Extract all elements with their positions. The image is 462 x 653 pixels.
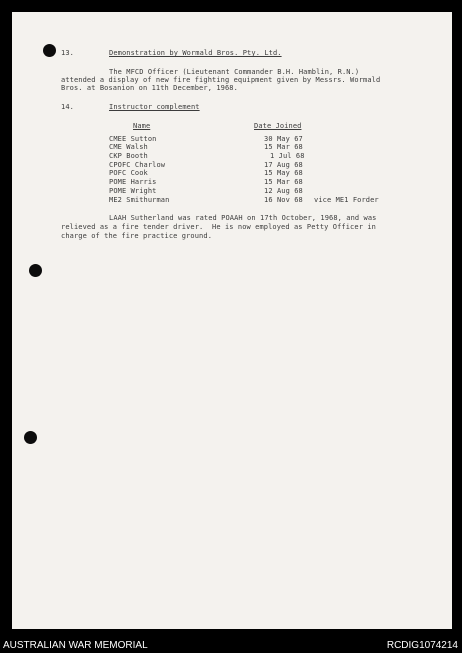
punch-hole <box>43 44 56 57</box>
column-header-date: Date Joined <box>254 122 302 130</box>
item-14-paragraph-line: LAAH Sutherland was rated POAAH on 17th October, 1968, and was <box>109 214 377 222</box>
table-row-name: POFC Cook <box>109 169 148 177</box>
item-13-heading: Demonstration by Wormald Bros. Pty. Ltd. <box>109 49 282 57</box>
punch-hole <box>29 264 42 277</box>
item-13-number: 13. <box>61 49 74 57</box>
footer-record-id: RCDIG1074214 <box>386 640 458 651</box>
table-row-name: POME Harris <box>109 178 157 186</box>
item-13-line: The MFCD Officer (Lieutenant Commander B.H. Hamblin, R.N.) <box>109 68 360 76</box>
table-row-name: CKP Booth <box>109 152 148 160</box>
table-row-date: 12 Aug 68 <box>264 187 303 195</box>
table-row-name: CPOFC Charlow <box>109 161 166 169</box>
item-14-heading: Instructor complement <box>109 103 200 111</box>
footer-institution: AUSTRALIAN WAR MEMORIAL <box>3 640 148 651</box>
archive-footer <box>0 631 462 653</box>
table-row-note: vice ME1 Forder <box>314 196 379 204</box>
item-13-line: attended a display of new fire fighting equipment given by Messrs. Wormald <box>61 76 381 84</box>
table-row-date: 15 Mar 68 <box>264 178 303 186</box>
item-14-paragraph-line: charge of the fire practice ground. <box>61 232 213 240</box>
item-13-line: Bros. at Bosanion on 11th December, 1968. <box>61 84 238 92</box>
table-row-date: 1 Jul 68 <box>270 152 305 160</box>
table-row-name: CME Walsh <box>109 143 148 151</box>
table-row-date: 16 Nov 68 <box>264 196 303 204</box>
table-row-name: CMEE Sutton <box>109 135 157 143</box>
column-header-name: Name <box>133 122 151 130</box>
table-row-name: ME2 Smithurman <box>109 196 170 204</box>
item-14-number: 14. <box>61 103 74 111</box>
table-row-date: 17 Aug 68 <box>264 161 303 169</box>
table-row-date: 15 Mar 68 <box>264 143 303 151</box>
document-page <box>12 12 452 629</box>
table-row-date: 15 May 68 <box>264 169 303 177</box>
item-14-paragraph-line: relieved as a fire tender driver. He is now employed as Petty Officer in <box>61 223 376 231</box>
punch-hole <box>24 431 37 444</box>
table-row-name: POME Wright <box>109 187 157 195</box>
table-row-date: 30 May 67 <box>264 135 303 143</box>
